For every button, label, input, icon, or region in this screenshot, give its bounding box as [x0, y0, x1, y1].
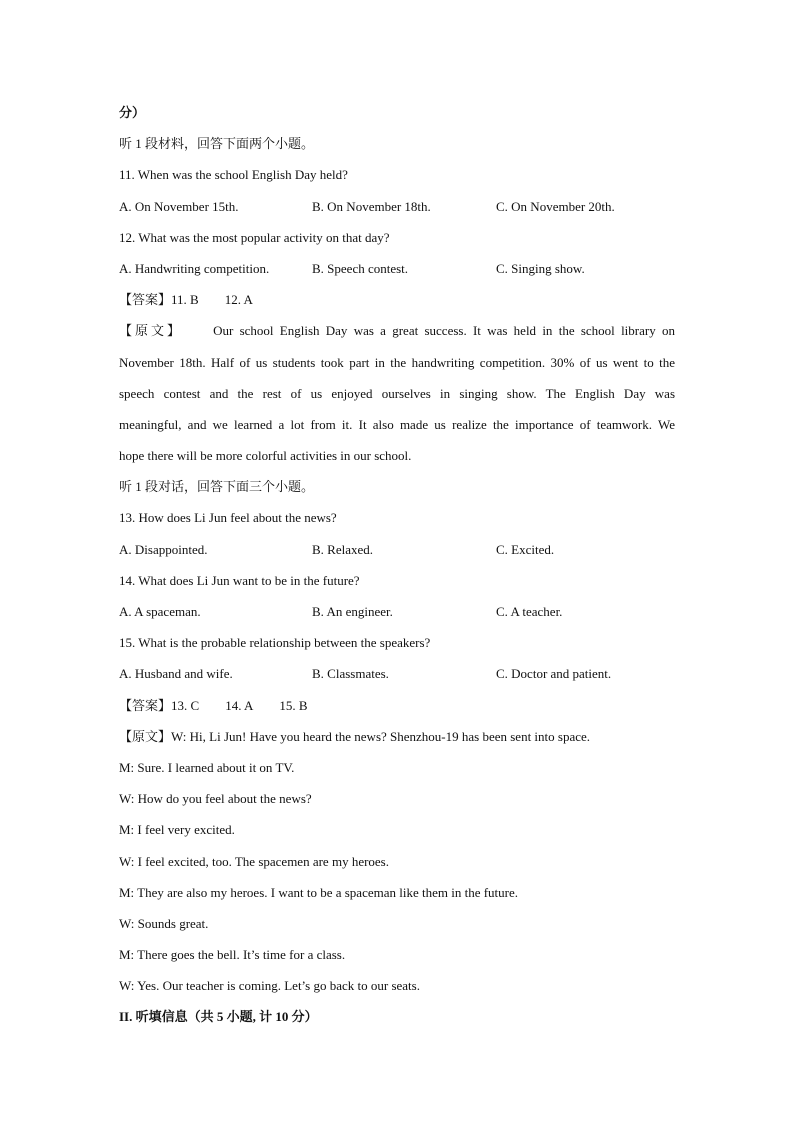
dialogue-line-3: W: How do you feel about the news?: [119, 791, 312, 807]
question-11-option-b: B. On November 18th.: [312, 198, 431, 214]
question-13-stem: 13. How does Li Jun feel about the news?: [119, 510, 337, 526]
answer-11: 11. B: [171, 292, 199, 308]
transcript-line-5: hope there will be more colorful activities in our school.: [119, 448, 412, 464]
dialogue-line-7: W: Sounds great.: [119, 915, 209, 931]
transcript-label: 【原文】: [119, 323, 184, 339]
dialogue-line-2: M: Sure. I learned about it on TV.: [119, 759, 295, 775]
question-15-option-a: A. Husband and wife.: [119, 666, 233, 682]
question-14-option-c: C. A teacher.: [496, 604, 563, 619]
question-11-option-c: C. On November 20th.: [496, 198, 615, 214]
question-13-options: [119, 534, 675, 565]
section-score-fragment: 分）: [119, 105, 146, 120]
next-section-heading: II. 听填信息（共 5 小题, 计 10 分）: [119, 1009, 318, 1025]
question-15-option-c: C. Doctor and patient.: [496, 666, 612, 682]
question-11-option-a: A. On November 15th.: [119, 198, 239, 214]
transcript-line-1: [119, 315, 675, 346]
answer-14: 14. A: [225, 697, 254, 713]
question-15-stem: 15. What is the probable relationship between the speakers?: [119, 635, 431, 651]
transcript-text-1: Our school English Day was a great success. It was held in the school library on: [213, 323, 675, 339]
question-13-option-b: B. Relaxed.: [312, 541, 374, 557]
answer-label: 【答案】: [119, 697, 172, 713]
question-12-option-a: A. Handwriting competition.: [119, 260, 270, 276]
question-13-option-c: C. Excited.: [496, 541, 555, 557]
answer-label: 【答案】: [119, 292, 172, 308]
question-11-options: [119, 191, 675, 222]
question-14-option-a: A. A spaceman.: [119, 604, 201, 619]
question-15-option-b: B. Classmates.: [312, 666, 389, 682]
question-12-stem: 12. What was the most popular activity on that day?: [119, 229, 390, 245]
transcript-line-2: November 18th. Half of us students took part in the handwriting competition. 30% of us went to the: [119, 354, 675, 370]
question-12-options: [119, 253, 675, 284]
dialogue-line-5: W: I feel excited, too. The spacemen are my heroes.: [119, 853, 389, 869]
answer-15: 15. B: [279, 697, 308, 713]
section1-instruction: 听 1 段材料，回答下面两个小题。: [119, 136, 315, 152]
question-12-option-c: C. Singing show.: [496, 260, 585, 276]
answer-12: 12. A: [224, 292, 253, 308]
question-11-stem: 11. When was the school English Day held?: [119, 167, 348, 183]
transcript-line-3: speech contest and the rest of us enjoyed ourselves in singing show. The English Day was: [119, 385, 675, 401]
transcript-line-4: meaningful, and we learned a lot from it. It also made us realize the importance of teamwork. We: [119, 416, 675, 432]
question-15-options: [119, 658, 675, 689]
answer-13: 13. C: [171, 697, 200, 713]
section2-answer-line: [119, 690, 675, 721]
dialogue-line-4: M: I feel very excited.: [119, 822, 235, 838]
section2-instruction: 听 1 段对话，回答下面三个小题。: [119, 479, 315, 495]
question-14-stem: 14. What does Li Jun want to be in the future?: [119, 572, 360, 588]
dialogue-line-6: M: They are also my heroes. I want to be a spaceman like them in the future.: [119, 884, 519, 900]
section1-answer-line: [119, 284, 675, 315]
document-page: [119, 97, 675, 1033]
dialogue-text-1: W: Hi, Li Jun! Have you heard the news? Shenzhou-19 has been sent into space.: [171, 728, 591, 744]
transcript-label: 【原文】: [119, 728, 172, 744]
question-14-option-b: B. An engineer.: [312, 604, 393, 619]
question-14-options: [119, 596, 675, 627]
dialogue-line-9: W: Yes. Our teacher is coming. Let’s go back to our seats.: [119, 978, 420, 994]
question-13-option-a: A. Disappointed.: [119, 541, 208, 557]
question-12-option-b: B. Speech contest.: [312, 260, 409, 276]
dialogue-line-1: [119, 721, 675, 752]
dialogue-line-8: M: There goes the bell. It’s time for a class.: [119, 947, 346, 963]
